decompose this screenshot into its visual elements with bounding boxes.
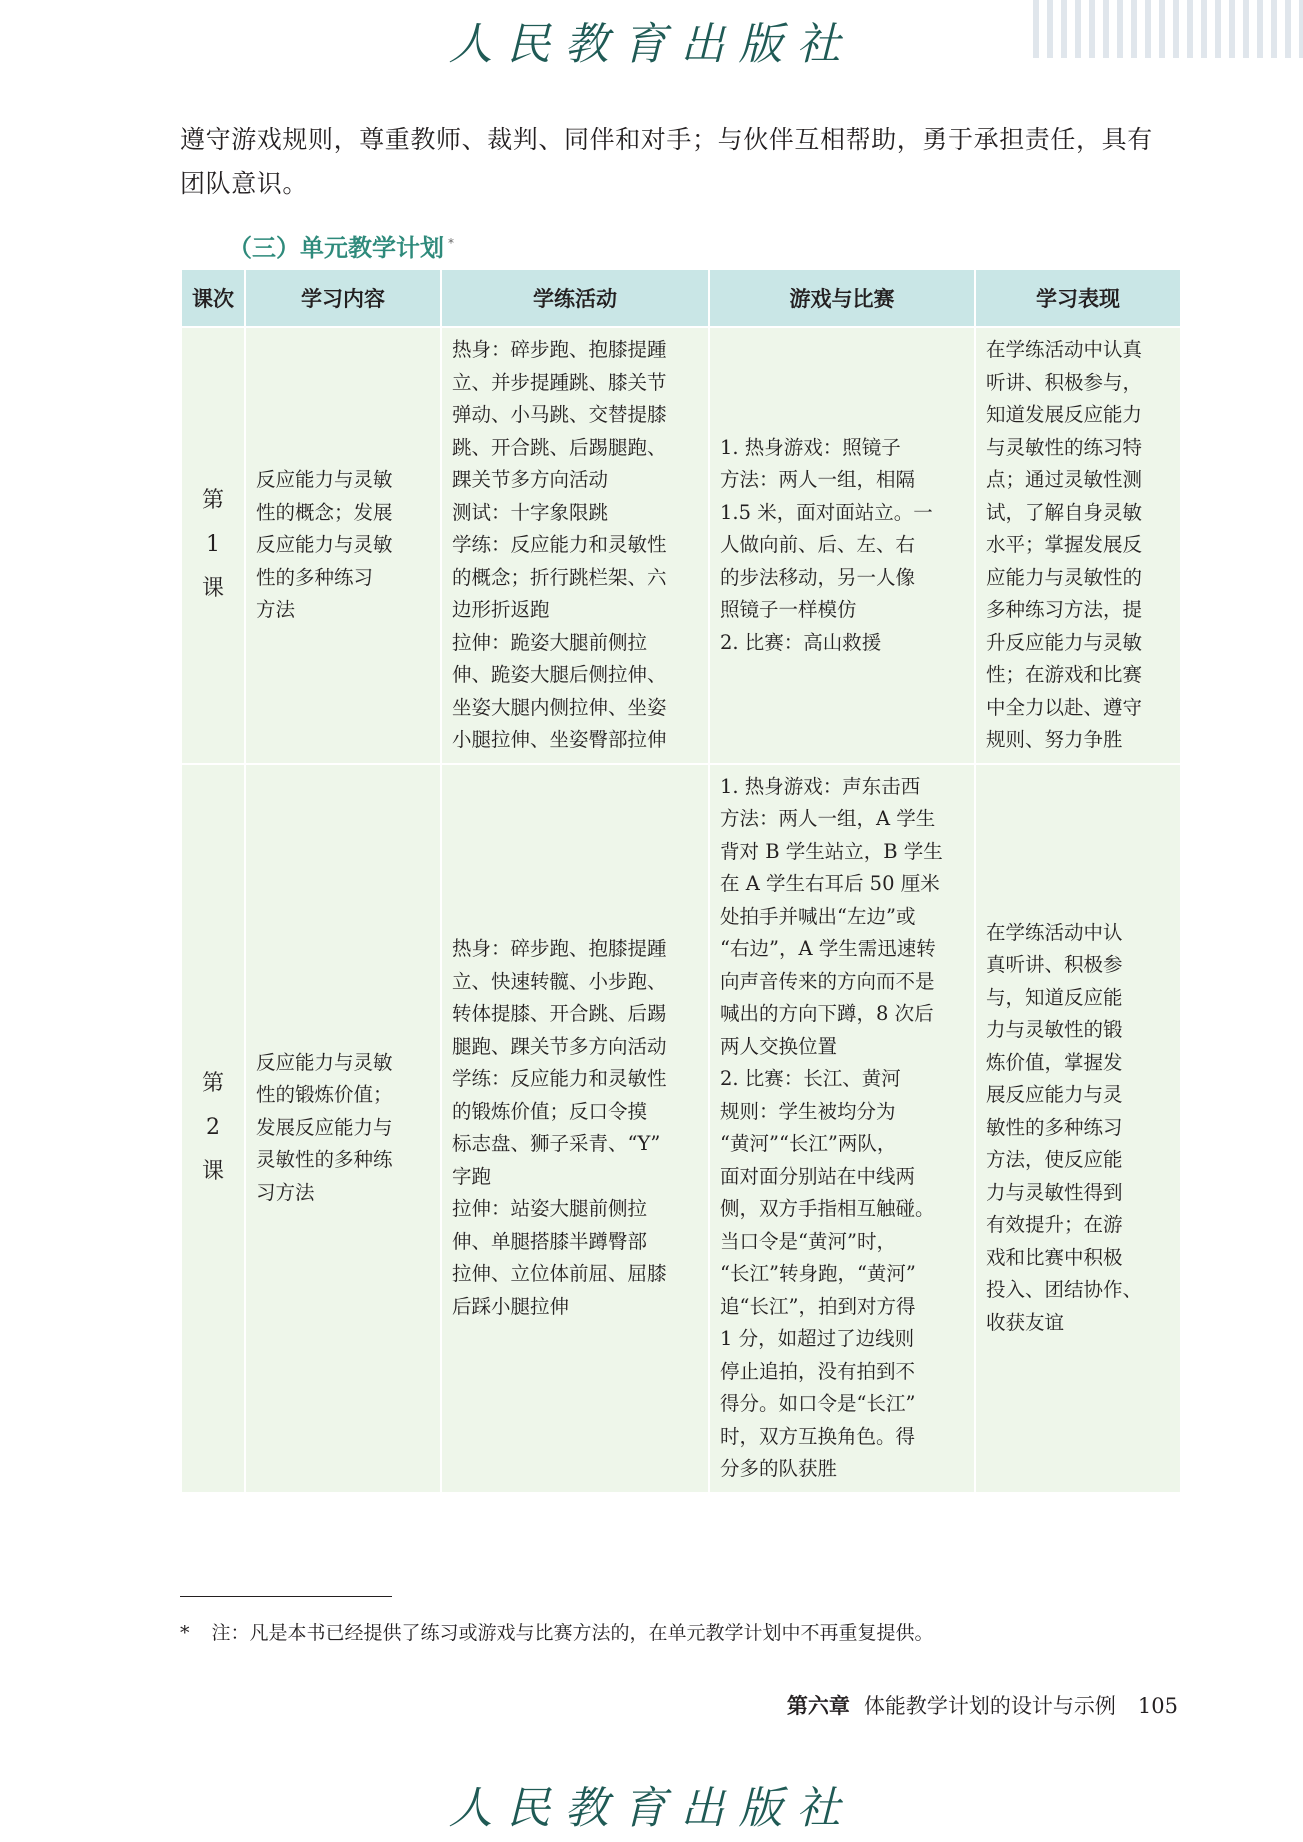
cell-line: 真听讲、积极参 [986,953,1123,977]
cell-line: 人做向前、后、左、右 [720,533,916,556]
cell-line: 方法 [256,598,296,621]
cell-line: 测试：十字象限跳 [452,500,609,524]
cell-line: 小腿拉伸、坐姿臀部拉伸 [452,728,667,751]
cell-line: 1 [206,532,220,558]
cell-line: 转体提膝、开合跳、后踢 [452,1002,667,1025]
footnote-marker: * [180,1622,190,1644]
cell-line: 分多的队获胜 [720,1457,838,1480]
cell-line: 热身：碎步跑、抱膝提踵 [452,338,667,361]
cell-line: 的概念；折行跳栏架、六 [452,565,667,589]
cell-line: 中全力以赴、遵守 [986,695,1143,719]
cell-line: 学练：反应能力和灵敏性 [452,533,667,556]
cell-line: 知道发展反应能力 [986,403,1143,426]
cell-line: 追“长江”，拍到对方得 [720,1294,916,1318]
cell-line: 面对面分别站在中线两 [720,1164,916,1188]
cell-line: 反应能力与灵敏 [256,468,393,491]
publisher-logo-header: 人民教育出版社 [448,19,855,70]
cell-line: 得分。如口令是“长江” [720,1392,916,1415]
cell-line: 向声音传来的方向而不是 [720,969,935,993]
cell-line: 发展反应能力与 [256,1115,393,1139]
cell-line: 2. 比赛：长江、黄河 [720,1067,901,1090]
cell-line: 听讲、积极参与， [986,370,1143,394]
cell-line: 拉伸：跪姿大腿前侧拉 [452,630,648,654]
intro-paragraph [180,118,1180,206]
table-row [181,327,1181,764]
cell-line: 敏性的多种练习 [986,1115,1123,1139]
cell-line: 2 [206,1115,220,1140]
performance-cell [975,327,1181,764]
page-number: 105 [1137,1694,1178,1718]
cell-line: 背对 B 学生站立，B 学生 [720,839,943,863]
cell-line: 规则：学生被均分为 [720,1099,896,1123]
header-performance: 学习表现 [975,269,1181,327]
cell-line: 多种练习方法，提 [986,598,1143,621]
cell-line: 性的锻炼价值； [256,1083,393,1107]
cell-line: 伸、跪姿大腿后侧拉伸、 [452,663,667,686]
cell-line: 在 A 学生右耳后 50 厘米 [720,872,940,895]
cell-line: 第 [201,1071,224,1096]
cell-line: 收获友谊 [986,1310,1065,1334]
section-footnote-mark: * [448,236,454,250]
lesson-cell [181,764,245,1493]
cell-line: 第 [201,488,224,514]
cell-line: 炼价值，掌握发 [986,1050,1123,1074]
cell-line: 1. 热身游戏：照镜子 [720,435,901,459]
table-row [181,764,1181,1493]
cell-line: 有效提升；在游 [986,1213,1123,1237]
cell-line: 的锻炼价值；反口令摸 [452,1099,648,1123]
chapter-label: 第六章 [786,1694,850,1718]
header-content: 学习内容 [245,269,441,327]
lesson-cell [181,327,245,764]
cell-line: 2. 比赛：高山救援 [720,630,882,654]
cell-line: 弹动、小马跳、交替提膝 [452,403,667,426]
activities-cell [441,764,709,1493]
cell-line: 时，双方互换角色。得 [720,1424,916,1448]
cell-line: 性的多种练习 [256,565,374,589]
cell-line: 灵敏性的多种练 [256,1148,393,1172]
cell-line: 点；通过灵敏性测 [986,468,1143,491]
cell-line: 力与灵敏性得到 [986,1180,1123,1204]
cell-line: “右边”，A 学生需迅速转 [720,937,936,960]
cell-line: 坐姿大腿内侧拉伸、坐姿 [452,695,667,719]
cell-line: 戏和比赛中积极 [986,1245,1123,1269]
table-header-row [181,269,1181,327]
cell-line: 热身：碎步跑、抱膝提踵 [452,937,667,960]
header-activities: 学练活动 [441,269,709,327]
intro-line: 团队意识。 [180,169,309,198]
cell-line: 停止追拍，没有拍到不 [720,1359,916,1383]
cell-line: 投入、团结协作、 [986,1278,1143,1302]
cell-line: 1.5 米，面对面站立。一 [720,500,933,524]
header-lesson: 课次 [181,269,245,327]
footnote [180,1618,934,1645]
games-cell [709,764,975,1493]
cell-line: 方法：两人一组，A 学生 [720,807,936,830]
cell-line: 字跑 [452,1164,492,1188]
cell-line: 腿跑、踝关节多方向活动 [452,1034,667,1058]
games-cell [709,327,975,764]
cell-line: 力与灵敏性的锻 [986,1018,1123,1042]
cell-line: 在学练活动中认真 [986,338,1143,361]
cell-line: 课 [201,1159,224,1184]
performance-cell [975,764,1181,1493]
cell-line: 展反应能力与灵 [986,1083,1123,1107]
cell-line: 应能力与灵敏性的 [986,565,1143,589]
cell-line: 在学练活动中认 [986,920,1123,944]
page-footer [787,1690,1178,1720]
cell-line: 方法，使反应能 [986,1148,1123,1172]
cell-line: 立、并步提踵跳、膝关节 [452,370,667,394]
cell-line: 反应能力与灵敏 [256,1050,393,1074]
footnote-text: 注：凡是本书已经提供了练习或游戏与比赛方法的，在单元教学计划中不再重复提供。 [211,1622,934,1644]
cell-line: 反应能力与灵敏 [256,533,393,556]
cell-line: 边形折返跑 [452,598,550,621]
intro-line: 遵守游戏规则，尊重教师、裁判、同伴和对手；与伙伴互相帮助，勇于承担责任，具有 [180,125,1153,154]
cell-line: 标志盘、狮子采青、“Y” [452,1132,661,1155]
cell-line: 习方法 [256,1180,315,1204]
cell-line: 规则、努力争胜 [986,728,1123,751]
cell-line: 的步法移动，另一人像 [720,565,916,589]
cell-line: “黄河”“长江”两队， [720,1132,897,1155]
cell-line: 当口令是“黄河”时， [720,1229,896,1253]
cell-line: 方法：两人一组，相隔 [720,468,916,491]
cell-line: 学练：反应能力和灵敏性 [452,1067,667,1090]
cell-line: 立、快速转髋、小步跑、 [452,969,667,993]
cell-line: 后踩小腿拉伸 [452,1294,570,1318]
section-title: （三）单元教学计划 [228,234,444,262]
cell-line: 试，了解自身灵敏 [986,500,1143,524]
cell-line: 与灵敏性的练习特 [986,435,1143,459]
cell-line: 与，知道反应能 [986,985,1123,1009]
cell-line: 课 [201,576,224,602]
footnote-divider [180,1596,392,1597]
activities-cell [441,327,709,764]
cell-line: 伸、单腿搭膝半蹲臀部 [452,1229,648,1253]
cell-line: 性；在游戏和比赛 [986,663,1143,686]
cell-line: 水平；掌握发展反 [986,533,1143,556]
cell-line: 性的概念；发展 [256,500,393,524]
cell-line: 1. 热身游戏：声东击西 [720,774,921,798]
cell-line: 照镜子一样模仿 [720,598,857,621]
cell-line: “长江”转身跑，“黄河” [720,1262,916,1285]
unit-plan-table [180,268,1182,1494]
cell-line: 处拍手并喊出“左边”或 [720,904,916,928]
content-cell [245,764,441,1493]
cell-line: 拉伸、立位体前屈、屈膝 [452,1262,667,1285]
cell-line: 1 分，如超过了边线则 [720,1327,915,1350]
section-heading [228,228,454,263]
cell-line: 跳、开合跳、后踢腿跑、 [452,435,667,459]
cell-line: 喊出的方向下蹲，8 次后 [720,1002,934,1025]
chapter-title: 体能教学计划的设计与示例 [863,1694,1116,1718]
cell-line: 踝关节多方向活动 [452,468,609,491]
content-cell [245,327,441,764]
cell-line: 升反应能力与灵敏 [986,630,1143,654]
cell-line: 拉伸：站姿大腿前侧拉 [452,1197,648,1220]
cell-line: 两人交换位置 [720,1034,838,1058]
cell-line: 侧，双方手指相互触碰。 [720,1197,935,1220]
header-games: 游戏与比赛 [709,269,975,327]
publisher-logo-footer: 人民教育出版社 [448,1783,855,1834]
